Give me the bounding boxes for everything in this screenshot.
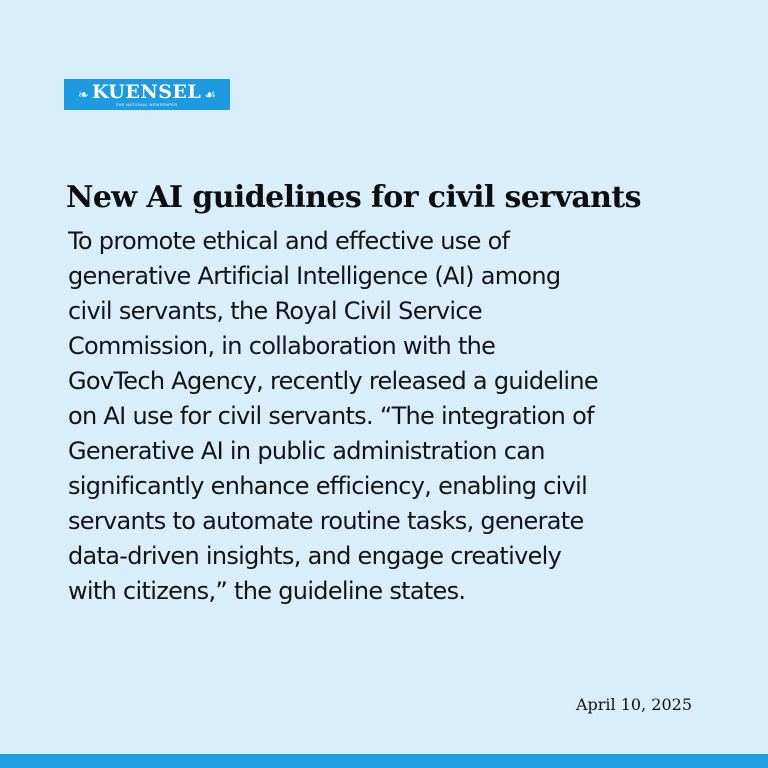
body-line: civil servants, the Royal Civil Service xyxy=(68,297,482,325)
body-line: Generative AI in public administration can xyxy=(68,437,545,465)
body-line: with citizens,” the guideline states. xyxy=(68,577,466,605)
bottom-accent-bar xyxy=(0,754,768,768)
logo-tagline: THE NATIONAL NEWSPAPER xyxy=(115,102,178,107)
logo-wordmark xyxy=(92,82,201,107)
body-line: on AI use for civil servants. “The integration of xyxy=(68,402,594,430)
dragon-left-icon: ❧ xyxy=(78,87,89,102)
headline: New AI guidelines for civil servants xyxy=(66,180,641,215)
kuensel-logo xyxy=(64,79,230,110)
body-line: data-driven insights, and engage creatively xyxy=(68,542,562,570)
body-line: generative Artificial Intelligence (AI) among xyxy=(68,262,561,290)
article-body xyxy=(68,224,708,609)
dragon-right-icon: ☙ xyxy=(204,87,216,102)
body-line: servants to automate routine tasks, generate xyxy=(68,507,584,535)
logo-text: KUENSEL xyxy=(91,81,202,103)
body-line: significantly enhance efficiency, enabling civil xyxy=(68,472,588,500)
body-line: GovTech Agency, recently released a guideline xyxy=(68,367,598,395)
publish-date: April 10, 2025 xyxy=(575,695,692,714)
body-line: Commission, in collaboration with the xyxy=(68,332,496,360)
body-line: To promote ethical and effective use of xyxy=(68,227,510,255)
